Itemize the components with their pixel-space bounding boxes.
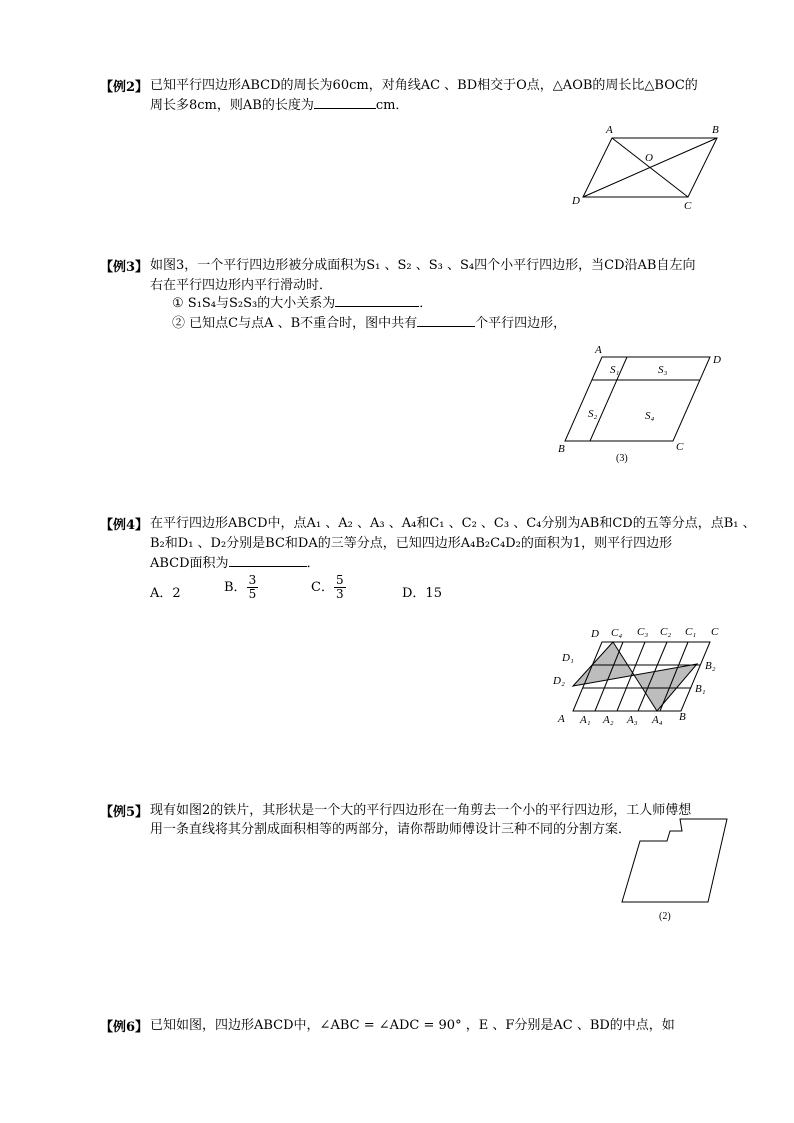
label-d1: D₁ <box>562 652 574 664</box>
label-s1: S₁ <box>610 364 620 376</box>
denominator: 3 <box>335 587 344 601</box>
item-2-text: ② 已知点C与点A 、B不重合时，图中共有 <box>172 316 418 331</box>
example-2-tag: 【例2】 <box>100 80 149 95</box>
answer-blank[interactable] <box>314 96 376 109</box>
example-5-figure <box>612 812 737 924</box>
label-o: O <box>645 152 653 164</box>
label-d: D <box>591 628 599 640</box>
outer-parallelogram <box>565 357 710 441</box>
label-s4: S₄ <box>645 410 655 422</box>
example-4-figure <box>545 615 745 735</box>
label-a1: A₁ <box>580 714 591 726</box>
example-3-line-2: 右在平行四边形内平行滑动时． <box>150 278 333 293</box>
label-d: D <box>572 195 580 207</box>
label-a: A <box>558 713 565 725</box>
example-2-line-2 <box>150 96 408 115</box>
example-6-line-1: 已知如图，四边形ABCD中，∠ABC = ∠ADC = 90° ，E 、F分别是AC 、BD的中点，如 <box>150 1018 675 1033</box>
label-c1: C₁ <box>685 626 697 638</box>
example-5-line-2: 用一条直线将其分割成面积相等的两部分，请你帮助师傅设计三种不同的分割方案． <box>150 822 632 837</box>
diagonal-bd <box>583 138 717 197</box>
example-2-figure <box>560 118 740 210</box>
example-4-line-3 <box>150 554 320 573</box>
item-1-end: ． <box>419 296 433 311</box>
numerator: 5 <box>335 573 344 587</box>
answer-blank[interactable] <box>417 314 475 327</box>
example-4-tag: 【例4】 <box>100 518 149 533</box>
answer-blank[interactable] <box>335 294 419 307</box>
label-c: C <box>676 441 684 453</box>
denominator: 5 <box>248 587 257 601</box>
figure-caption: (2) <box>659 911 671 922</box>
example-2-line-1: 已知平行四边形ABCD的周长为60cm，对角线AC 、BD相交于O点，△AOB的周长比△BOC的 <box>150 78 698 93</box>
option-d[interactable]: D．15 <box>402 586 442 601</box>
label-d: D <box>713 354 721 366</box>
figure-caption: (3) <box>616 453 628 464</box>
example-3-tag: 【例3】 <box>100 260 149 275</box>
example-5-tag: 【例5】 <box>100 805 149 820</box>
example-4-line-2: B₂和D₁ 、D₂分别是BC和DA的三等分点，已知四边形A₄B₂C₄D₂的面积为1，则平行四边形 <box>150 536 673 551</box>
numerator: 3 <box>248 573 257 587</box>
item-2-end: 个平行四边形， <box>475 316 567 331</box>
option-c[interactable] <box>311 574 346 601</box>
iron-sheet-shape <box>622 819 727 902</box>
example-4-text: ABCD面积为 <box>150 556 229 571</box>
label-b: B <box>712 124 719 136</box>
example-5-line-1: 现有如图2的铁片，其形状是一个大的平行四边形在一角剪去一个小的平行四边形，工人师傅想 <box>150 803 692 818</box>
fraction <box>334 574 346 601</box>
option-b[interactable] <box>224 574 258 601</box>
label-c4: C₄ <box>611 627 623 639</box>
label-b: B <box>558 443 565 455</box>
label-c3: C₃ <box>637 626 649 638</box>
label-a3: A₃ <box>627 714 638 726</box>
shaded-quadrilateral-a4b2c4d2 <box>573 642 697 711</box>
label-c2: C₂ <box>660 626 672 638</box>
fraction <box>247 574 259 601</box>
example-6-tag: 【例6】 <box>100 1020 149 1035</box>
example-2-unit: cm． <box>375 98 409 113</box>
answer-blank[interactable] <box>229 554 307 567</box>
option-a[interactable]: A．2 <box>150 586 181 601</box>
label-a4: A₄ <box>652 714 663 726</box>
option-b-label: B． <box>224 580 247 595</box>
label-d2: D₂ <box>553 675 565 687</box>
example-4-line-1: 在平行四边形ABCD中，点A₁ 、A₂ 、A₃ 、A₄和C₁ 、C₂ 、C₃ 、C₄分别为AB和CD的五等分点，点B₁ 、 <box>150 516 756 531</box>
item-1-text: ① S₁S₄与S₂S₃的大小关系为 <box>172 296 336 311</box>
example-3-item-2 <box>172 314 566 333</box>
example-3-figure <box>555 340 735 465</box>
example-3-line-1: 如图3，一个平行四边形被分成面积为S₁ 、S₂ 、S₃ 、S₄四个小平行四边形，当CD沿AB自左向 <box>150 258 696 273</box>
example-3-item-1 <box>172 294 432 313</box>
label-a: A <box>595 344 602 356</box>
label-s2: S₂ <box>588 408 598 420</box>
label-b: B <box>679 711 686 723</box>
label-b2: B₂ <box>705 660 716 672</box>
label-a: A <box>606 124 613 136</box>
label-a2: A₂ <box>603 714 614 726</box>
example-2-text: 周长多8cm，则AB的长度为 <box>150 98 314 113</box>
option-c-label: C． <box>311 580 334 595</box>
example-4-end: ． <box>306 556 320 571</box>
label-s3: S₃ <box>658 364 668 376</box>
label-b1: B₁ <box>695 683 706 695</box>
label-c: C <box>684 200 692 210</box>
slanted-divider-cd <box>590 357 627 441</box>
label-c: C <box>711 626 719 638</box>
